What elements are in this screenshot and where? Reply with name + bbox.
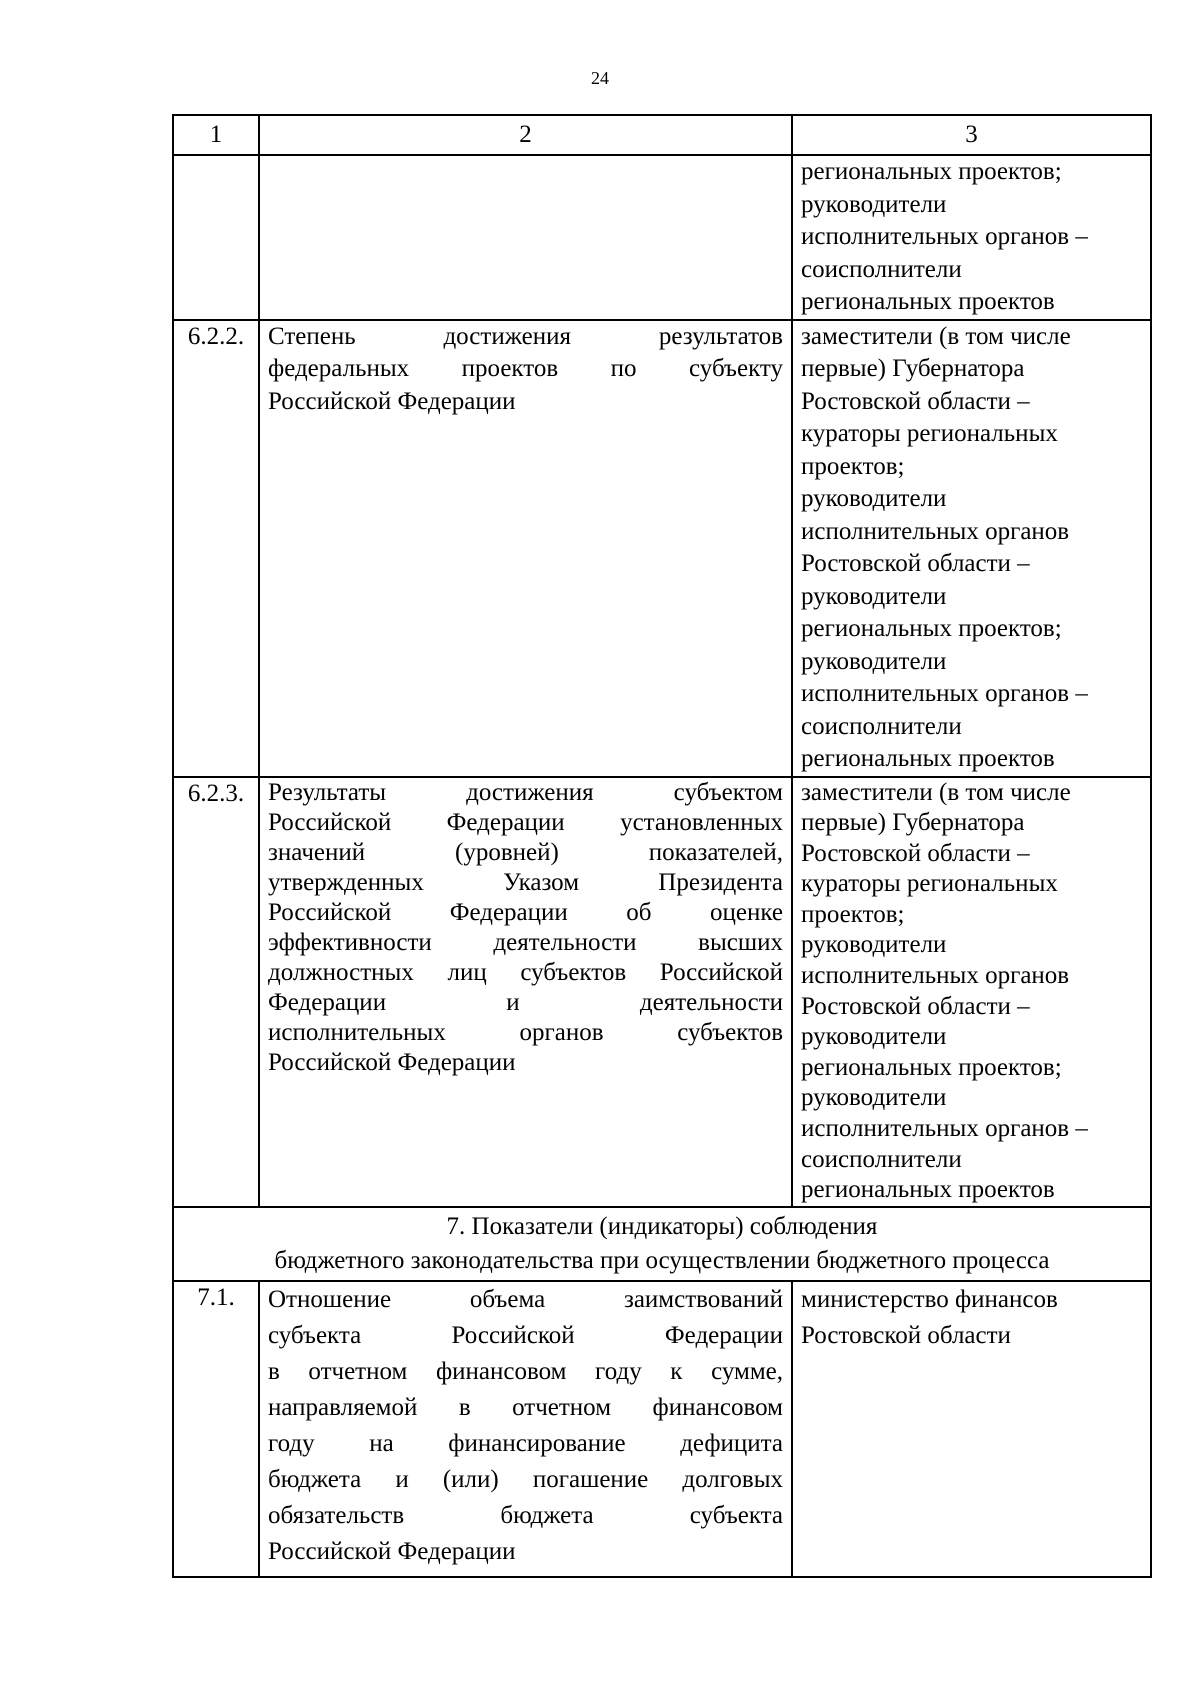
section-heading-line: бюджетного законодательства при осуществлении бюджетного процесса	[274, 1246, 1050, 1274]
description-line: Российской Федерации	[268, 1048, 516, 1076]
row-number: 6.2.2.	[173, 320, 259, 777]
responsible-line: проектов;	[801, 452, 905, 480]
responsible-line: региональных проектов	[801, 288, 1055, 315]
description-line: Российской Федерации об оценке	[268, 898, 783, 926]
responsible-line: Ростовской области –	[801, 550, 1030, 577]
section-heading	[173, 1207, 1151, 1281]
responsible-line: региональных проектов;	[801, 158, 1062, 185]
table-header-row	[173, 115, 1151, 155]
responsible-line: министерство финансов	[801, 1285, 1058, 1313]
responsible-line: исполнительных органов –	[801, 1115, 1088, 1143]
responsible-line: исполнительных органов –	[801, 223, 1088, 250]
description-line: Российской Федерации установленных	[268, 808, 783, 836]
responsible-parties	[792, 777, 1151, 1207]
description-line: Российской Федерации	[268, 1537, 516, 1565]
responsible-line: руководители	[801, 485, 947, 512]
responsible-line: руководители	[801, 582, 947, 610]
responsible-line: первые) Губернатора	[801, 809, 1025, 837]
responsible-line: исполнительных органов	[801, 517, 1070, 545]
indicator-description	[259, 777, 792, 1207]
indicator-description	[259, 320, 792, 777]
description-line: субъекта Российской Федерации	[268, 1321, 783, 1349]
description-line: эффективности деятельности высших	[268, 928, 783, 956]
description-line: Федерации и деятельности	[268, 988, 783, 1016]
description-line: Отношение объема заимствований	[268, 1285, 783, 1313]
responsible-line: соисполнители	[801, 1145, 962, 1173]
indicator-description	[259, 1281, 792, 1577]
description-line: Результаты достижения субъектом	[268, 778, 783, 806]
responsible-parties	[792, 1281, 1151, 1577]
indicator-description	[259, 155, 792, 320]
responsible-line: соисполнители	[801, 712, 962, 740]
responsible-line: Ростовской области –	[801, 387, 1030, 415]
header-cell: 2	[259, 115, 792, 155]
description-line: утвержденных Указом Президента	[268, 868, 783, 896]
responsible-line: региональных проектов;	[801, 1053, 1062, 1081]
responsible-line: руководители	[801, 1084, 947, 1112]
responsible-line: руководители	[801, 647, 947, 675]
responsible-line: исполнительных органов –	[801, 680, 1088, 707]
section-heading-row	[173, 1207, 1151, 1281]
responsible-line: руководители	[801, 1023, 947, 1051]
responsible-parties	[792, 155, 1151, 320]
responsible-parties	[792, 320, 1151, 777]
description-line: федеральных проектов по субъекту	[268, 355, 783, 382]
description-line: в отчетном финансовом году к сумме,	[268, 1357, 783, 1385]
description-line: исполнительных органов субъектов	[268, 1018, 783, 1046]
responsible-line: заместители (в том числе	[801, 322, 1071, 350]
responsible-line: исполнительных органов	[801, 962, 1070, 990]
description-line: году на финансирование дефицита	[268, 1429, 783, 1457]
responsible-line: региональных проектов	[801, 745, 1055, 772]
row-number	[173, 155, 259, 320]
description-line: направляемой в отчетном финансовом	[268, 1393, 783, 1421]
table-row	[173, 777, 1151, 1207]
page-number: 24	[591, 68, 609, 88]
description-line: обязательств бюджета субъекта	[268, 1501, 783, 1529]
table-row	[173, 1281, 1151, 1577]
description-line: Российской Федерации	[268, 387, 516, 415]
responsible-line: кураторы региональных	[801, 870, 1058, 898]
responsible-line: региональных проектов	[801, 1176, 1055, 1204]
responsible-line: руководители	[801, 931, 947, 959]
responsible-line: первые) Губернатора	[801, 355, 1025, 382]
header-cell: 1	[173, 115, 259, 155]
responsible-line: кураторы региональных	[801, 420, 1058, 447]
description-line: значений (уровней) показателей,	[268, 838, 783, 866]
responsible-line: соисполнители	[801, 255, 962, 283]
row-number: 7.1.	[173, 1281, 259, 1577]
header-cell: 3	[792, 115, 1151, 155]
description-line: Степень достижения результатов	[268, 322, 783, 350]
responsible-line: проектов;	[801, 900, 905, 928]
description-line: должностных лиц субъектов Российской	[268, 958, 783, 986]
responsible-line: заместители (в том числе	[801, 778, 1071, 806]
description-line: бюджета и (или) погашение долговых	[268, 1465, 783, 1493]
responsible-line: Ростовской области –	[801, 992, 1030, 1020]
table-row	[173, 155, 1151, 320]
table-row	[173, 320, 1151, 777]
row-number: 6.2.3.	[173, 777, 259, 1207]
responsible-line: руководители	[801, 190, 947, 218]
section-heading-line: 7. Показатели (индикаторы) соблюдения	[446, 1212, 878, 1240]
responsible-line: региональных проектов;	[801, 615, 1062, 642]
indicators-table	[172, 114, 1152, 1578]
responsible-line: Ростовской области	[801, 1321, 1011, 1349]
responsible-line: Ростовской области –	[801, 839, 1030, 867]
